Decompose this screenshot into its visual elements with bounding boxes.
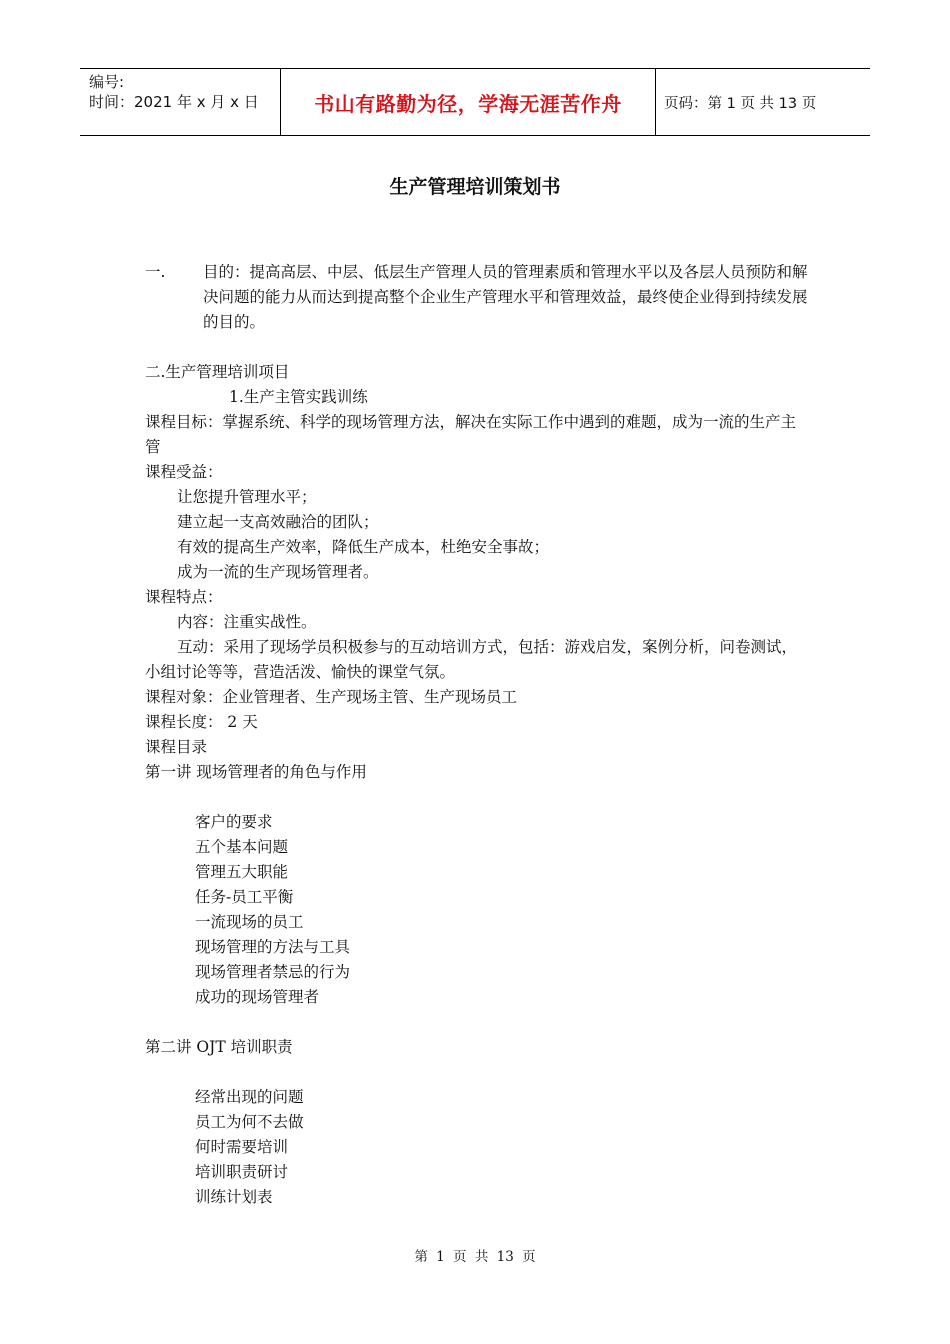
feature-content: 内容：注重实战性。 <box>177 613 317 631</box>
list-item: 培训职责研讨 <box>195 1163 289 1181</box>
list-item: 何时需要培训 <box>195 1138 289 1156</box>
section-1 <box>145 260 810 335</box>
motto: 书山有路勤为径，学海无涯苦作舟 <box>314 91 622 116</box>
benefit-item: 让您提升管理水平； <box>177 488 317 506</box>
course-audience: 课程对象：企业管理者、生产现场主管、生产现场员工 <box>145 688 518 706</box>
header-meta-cell <box>80 69 281 135</box>
header-page-cell <box>656 69 870 135</box>
list-item: 经常出现的问题 <box>195 1088 304 1106</box>
page-info: 页码：第 1 页 共 13 页 <box>664 95 817 112</box>
time-label: 时间：2021 年 x 月 x 日 <box>89 93 259 111</box>
course-goal: 课程目标：掌握系统、科学的现场管理方法，解决在实际工作中遇到的难题，成为一流的生产主管 <box>145 413 797 456</box>
lecture-2-items <box>145 1085 810 1210</box>
document-body <box>145 260 810 1210</box>
list-item: 成功的现场管理者 <box>195 988 320 1006</box>
section-1-number: 一. <box>145 263 166 281</box>
benefit-item: 成为一流的生产现场管理者。 <box>177 563 379 581</box>
number-label: 编号: <box>89 73 125 91</box>
lecture-1-title: 第一讲 现场管理者的角色与作用 <box>145 763 367 781</box>
list-item: 训练计划表 <box>195 1188 273 1206</box>
list-item: 任务-员工平衡 <box>195 888 294 906</box>
list-item: 现场管理者禁忌的行为 <box>195 963 351 981</box>
section-2-heading: 二.生产管理培训项目 <box>145 363 290 381</box>
list-item: 员工为何不去做 <box>195 1113 304 1131</box>
header-motto-cell <box>281 69 656 135</box>
header-table <box>80 68 870 136</box>
list-item: 一流现场的员工 <box>195 913 304 931</box>
list-item: 五个基本问题 <box>195 838 289 856</box>
lecture-2-title: 第二讲 OJT 培训职责 <box>145 1038 293 1056</box>
subsection-1-title: 1.生产主管实践训练 <box>229 388 368 406</box>
feature-heading: 课程特点： <box>145 588 223 606</box>
list-item: 管理五大职能 <box>195 863 289 881</box>
benefit-heading: 课程受益： <box>145 463 223 481</box>
page-footer: 第 1 页 共 13 页 <box>414 1249 536 1265</box>
feature-interaction: 互动：采用了现场学员积极参与的互动培训方式，包括：游戏启发，案例分析，问卷测试，小组讨论等等，营造活泼、愉快的课堂气氛。 <box>145 638 798 681</box>
document-title: 生产管理培训策划书 <box>389 176 561 198</box>
course-length: 课程长度： 2 天 <box>145 713 258 731</box>
list-item: 现场管理的方法与工具 <box>195 938 351 956</box>
list-item: 客户的要求 <box>195 813 273 831</box>
section-1-text: 目的：提高高层、中层、低层生产管理人员的管理素质和管理水平以及各层人员预防和解决问题的能力从而达到提高整个企业生产管理水平和管理效益，最终使企业得到持续发展的目的。 <box>203 263 808 331</box>
benefit-item: 有效的提高生产效率，降低生产成本，杜绝安全事故； <box>177 538 550 556</box>
benefit-item: 建立起一支高效融洽的团队； <box>177 513 379 531</box>
benefit-list <box>145 485 810 585</box>
lecture-1-items <box>145 810 810 1010</box>
toc-heading: 课程目录 <box>145 738 208 756</box>
